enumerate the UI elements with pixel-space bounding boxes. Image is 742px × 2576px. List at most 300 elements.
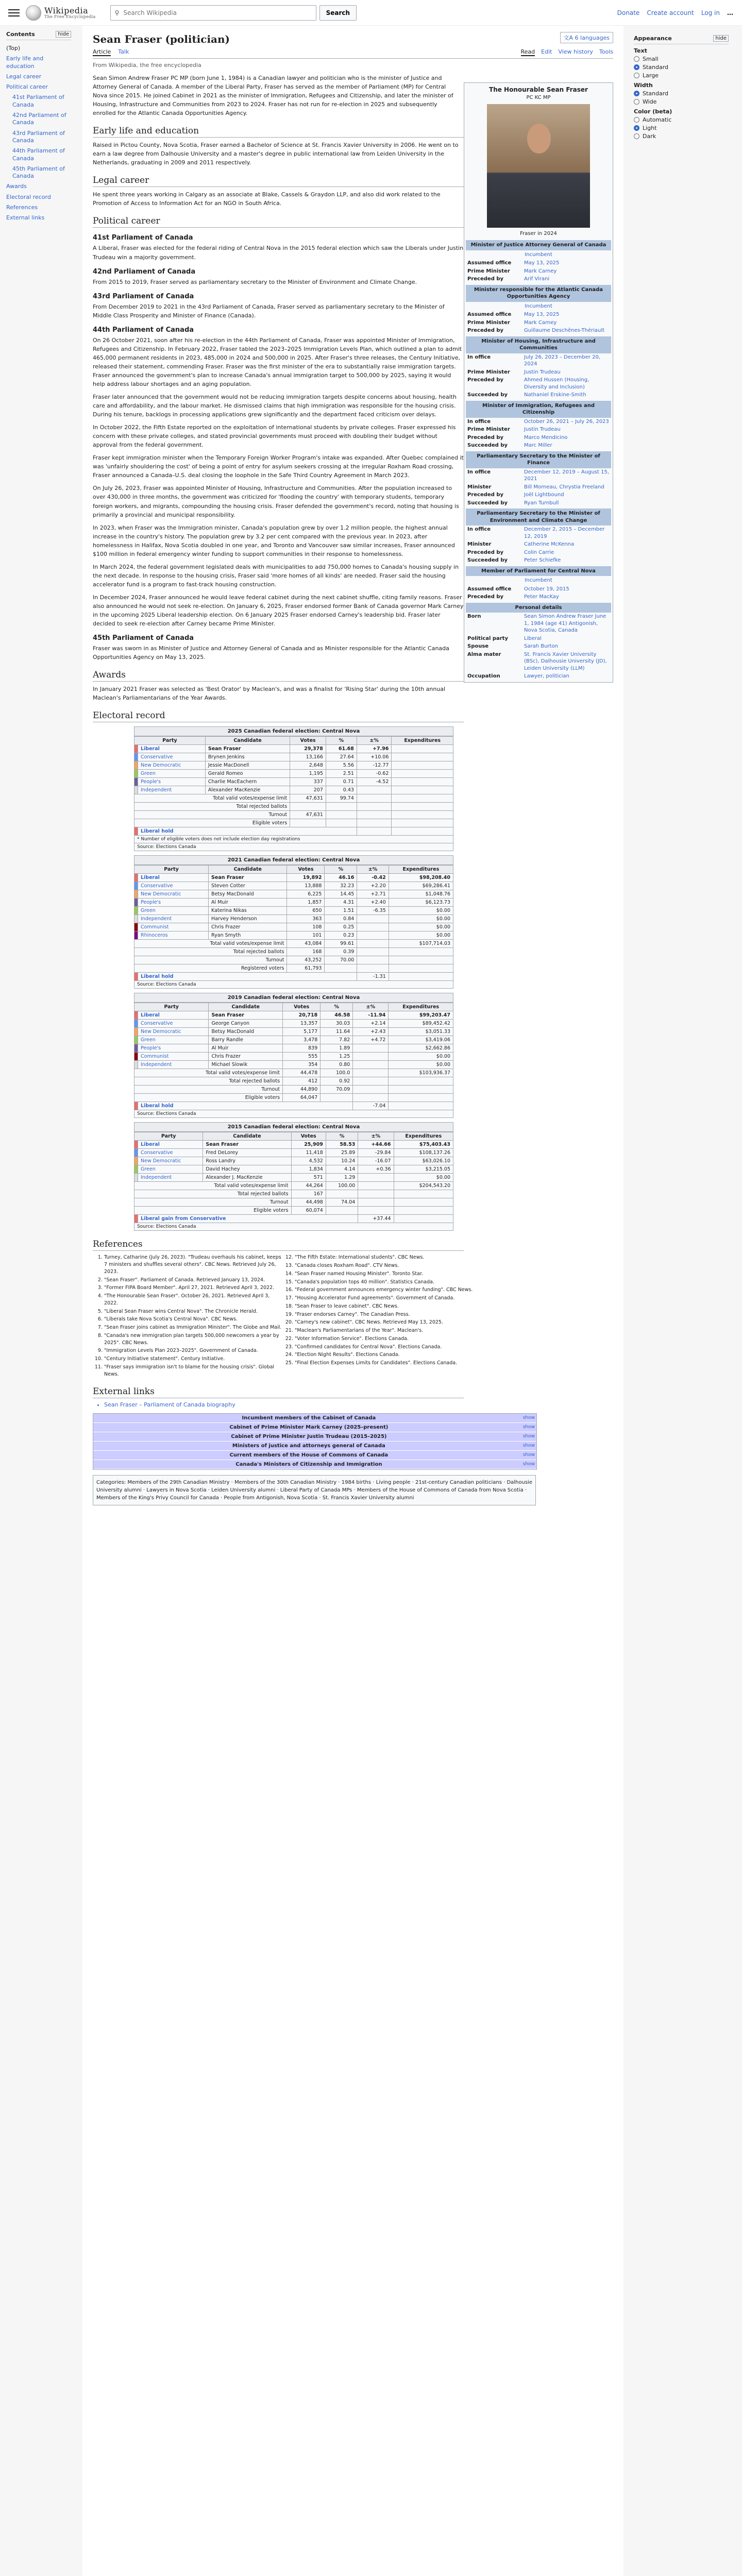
navbox-show-toggle[interactable]: show — [522, 1415, 535, 1420]
totals-votes: 47,631 — [290, 811, 326, 819]
navbox-show-toggle[interactable]: show — [522, 1433, 535, 1439]
totals-label: Total valid votes/expense limit — [134, 940, 287, 948]
totals-votes: 44,478 — [283, 1069, 321, 1077]
appearance-option-large[interactable] — [634, 72, 729, 79]
navbox-row[interactable] — [93, 1414, 536, 1423]
party-cell[interactable]: Conservative — [138, 1020, 209, 1028]
table-note: * Number of eligible voters does not include election day registrations — [134, 836, 453, 843]
infobox-value[interactable]: October 19, 2015 — [524, 586, 569, 592]
infobox-value[interactable]: Lawyer, politician — [524, 673, 569, 679]
toc-item-43rd-parliament-of-canada[interactable]: 43rd Parliament of Canada — [12, 129, 65, 144]
table-row — [134, 1061, 453, 1069]
table-row — [134, 931, 453, 940]
column-header: Candidate — [203, 1132, 291, 1141]
toc-item-references[interactable]: References — [6, 204, 38, 211]
top-link-create-account[interactable]: Create account — [647, 9, 694, 16]
infobox-key: Spouse — [467, 643, 489, 649]
navbox-show-toggle[interactable]: show — [522, 1452, 535, 1458]
expenditure-cell: $0.00 — [389, 915, 453, 923]
party-cell[interactable]: New Democratic — [138, 761, 206, 770]
note-row — [134, 836, 453, 843]
tab-talk[interactable]: Talk — [118, 48, 129, 55]
appearance-option-automatic[interactable] — [634, 116, 729, 123]
percent-cell: 32.23 — [325, 882, 357, 890]
party-cell[interactable]: Communist — [138, 923, 209, 931]
infobox-value[interactable]: July 26, 2023 – December 20, 2024 — [524, 354, 600, 367]
infobox-key: Prime Minister — [467, 369, 510, 375]
infobox-value[interactable]: Bill Morneau, Chrystia Freeland — [524, 484, 604, 490]
totals-percent: 0.92 — [321, 1077, 353, 1086]
party-cell[interactable]: Rhinoceros — [138, 931, 209, 940]
infobox-key: Political party — [467, 635, 508, 641]
infobox-key: Assumed office — [467, 260, 512, 266]
main-menu-icon[interactable] — [8, 9, 20, 16]
reference-item: 24. "Election Night Results". Elections Canada. — [295, 1351, 475, 1359]
column-header: Expenditures — [389, 1003, 453, 1011]
column-header: % — [326, 737, 357, 745]
expenditure-cell: $75,403.43 — [394, 1141, 453, 1149]
search-input[interactable] — [122, 9, 311, 17]
infobox-row — [466, 275, 611, 283]
radio-button[interactable] — [634, 64, 639, 70]
infobox-value[interactable]: December 12, 2019 – August 15, 2021 — [524, 469, 609, 482]
totals-votes: 43,252 — [287, 956, 325, 964]
infobox-row — [466, 635, 611, 643]
totals-label: Turnout — [134, 811, 290, 819]
change-cell: -29.84 — [358, 1149, 394, 1157]
totals-label: Turnout — [134, 1198, 292, 1207]
candidate-cell: Fred DeLorey — [203, 1149, 291, 1157]
expenditure-cell — [392, 778, 453, 786]
tab-view-history[interactable]: View history — [558, 48, 593, 55]
reference-item: 20. "Carney's new cabinet". CBC News. Retrieved May 13, 2025. — [295, 1319, 475, 1326]
result-label[interactable]: Liberal hold — [138, 827, 357, 836]
votes-cell: 19,892 — [287, 874, 325, 882]
table-row — [134, 745, 453, 753]
site-wordmark: Wikipedia The Free Encyclopedia — [44, 5, 96, 19]
party-cell[interactable]: Independent — [138, 915, 209, 923]
infobox-value[interactable]: Ahmed Hussen (Housing, Diversity and Inclusion) — [524, 377, 589, 390]
election-caption: 2021 Canadian federal election: Central Nova — [134, 855, 453, 865]
navbox-row[interactable] — [93, 1432, 536, 1442]
table-row — [134, 770, 453, 778]
infobox-row — [466, 613, 611, 635]
percent-cell: 0.84 — [325, 915, 357, 923]
reference-item: 19. "Fraser endorses Carney". The Canadian Press. — [295, 1311, 475, 1318]
reference-item: 25. "Final Election Expenses Limits for Candidates". Elections Canada. — [295, 1360, 475, 1367]
candidate-cell: Sean Fraser — [209, 874, 287, 882]
infobox-value[interactable]: Nathaniel Erskine-Smith — [524, 392, 586, 398]
infobox-row — [466, 267, 611, 276]
totals-row — [134, 1190, 453, 1198]
navbox-show-toggle[interactable]: show — [522, 1443, 535, 1448]
portrait-image[interactable] — [487, 104, 590, 228]
paragraph: Fraser was sworn in as Minister of Justice and Attorney General of Canada and as Minister responsible for the Atlantic Canada Opportunities Agency on May 13, 2025. — [93, 645, 449, 661]
infobox-row — [466, 468, 611, 483]
infobox-value[interactable]: Peter Schiefke — [524, 557, 561, 563]
party-cell[interactable]: Independent — [138, 786, 206, 794]
change-cell — [357, 931, 389, 940]
result-blank — [389, 1102, 453, 1110]
totals-label: Eligible voters — [134, 1207, 292, 1215]
radio-button[interactable] — [634, 133, 639, 139]
expenditure-cell: $0.00 — [394, 1174, 453, 1182]
navbox-row[interactable] — [93, 1460, 536, 1469]
votes-cell: 650 — [287, 907, 325, 915]
party-cell[interactable]: Conservative — [138, 1149, 203, 1157]
table-of-contents — [0, 26, 77, 229]
section-references: References — [93, 1239, 464, 1251]
column-header: ±% — [357, 737, 392, 745]
party-cell[interactable]: Liberal — [138, 745, 206, 753]
change-cell: +2.40 — [357, 899, 389, 907]
table-row — [134, 1053, 453, 1061]
election-table — [134, 993, 453, 1118]
party-cell[interactable]: Independent — [138, 1061, 209, 1069]
candidate-cell: Brynen Jenkins — [205, 753, 290, 761]
appearance-group-label: Text — [634, 47, 647, 54]
party-cell[interactable]: Independent — [138, 1174, 203, 1182]
reference-item: 13. "Canada closes Roxham Road". CTV News. — [295, 1262, 475, 1269]
infobox-value[interactable]: Liberal — [524, 635, 542, 641]
infobox-value[interactable]: Sarah Burton — [524, 643, 558, 649]
infobox-value[interactable]: St. Francis Xavier University (BSc), Dalhousie University (JD), Leiden University (LLM) — [524, 651, 607, 671]
candidate-cell: Betsy MacDonald — [209, 890, 287, 899]
infobox-row — [466, 491, 611, 499]
percent-cell: 61.68 — [326, 745, 357, 753]
radio-button[interactable] — [634, 99, 639, 105]
reference-item: 16. "Federal government announces emergency winter funding". CBC News. — [295, 1286, 475, 1294]
totals-row — [134, 1069, 453, 1077]
totals-blank — [357, 948, 389, 956]
top-link-donate[interactable]: Donate — [617, 9, 640, 16]
infobox-key: Occupation — [467, 673, 500, 679]
result-swing: -7.04 — [353, 1102, 389, 1110]
votes-cell: 6,225 — [287, 890, 325, 899]
votes-cell: 13,357 — [283, 1020, 321, 1028]
result-color-swatch — [134, 827, 138, 836]
infobox-key: Minister — [467, 541, 492, 547]
more-options-icon[interactable]: … — [727, 9, 734, 16]
article-content — [82, 26, 623, 2576]
navboxes — [93, 1413, 537, 1470]
totals-row — [134, 819, 453, 827]
party-cell[interactable]: New Democratic — [138, 1157, 203, 1165]
totals-expenditure — [389, 948, 453, 956]
infobox-value[interactable]: Justin Trudeau — [524, 369, 561, 375]
toc-item-early-life-and-education[interactable]: Early life and education — [6, 55, 44, 70]
column-header: Expenditures — [389, 866, 453, 874]
infobox-value[interactable]: Joël Lightbound — [524, 492, 564, 498]
infobox-value[interactable]: Justin Trudeau — [524, 427, 561, 432]
party-color-swatch — [134, 770, 138, 778]
infobox-row — [466, 549, 611, 557]
toc-item-external-links[interactable]: External links — [6, 214, 45, 222]
percent-cell: 0.25 — [325, 923, 357, 931]
subsection-43rd-parliament-of-canada: 43rd Parliament of Canada — [93, 292, 194, 300]
infobox-key: Alma mater — [467, 651, 501, 657]
table-row — [134, 1044, 453, 1053]
party-cell[interactable]: Green — [138, 1165, 203, 1174]
site-logo[interactable] — [26, 5, 96, 21]
infobox-row — [466, 391, 611, 399]
navbox-row[interactable] — [93, 1451, 536, 1460]
expenditure-cell — [392, 786, 453, 794]
infobox-value[interactable]: Marco Mendicino — [524, 434, 568, 440]
reference-list — [93, 1254, 475, 1378]
party-color-swatch — [134, 907, 138, 915]
percent-cell: 5.56 — [326, 761, 357, 770]
party-cell[interactable]: People's — [138, 899, 209, 907]
column-header: ±% — [358, 1132, 394, 1141]
table-row — [134, 1011, 453, 1020]
table-row — [134, 1157, 453, 1165]
toc-item-electoral-record[interactable]: Electoral record — [6, 193, 51, 200]
infobox-value[interactable]: December 2, 2015 – December 12, 2019 — [524, 527, 605, 539]
reference-item: 22. "Voter Information Service". Elections Canada. — [295, 1335, 475, 1343]
lead-paragraph: Sean Simon Andrew Fraser PC MP (born June 1, 1984) is a Canadian lawyer and politician who is the minister of Justice and Attorney General of Canada. A member of the Liberal Party, Fraser has served as the member of Parliament (MP) for Central Nova since 2015. He joined Cabinet in 2021 as the minister of Immigration, Refugees and Citizenship, and later the minister of Housing, Infrastructure and Communities from 2023 to 2024. Fraser has not run for re-election in 2025 and subsequently enrolled for the Atlantic Canada Opportunities Agency. — [93, 75, 453, 117]
toc-header: Contents hide — [6, 31, 71, 40]
change-cell: -4.52 — [357, 778, 392, 786]
table-header-row — [134, 737, 453, 745]
infobox-row — [466, 540, 611, 549]
paragraph: Raised in Pictou County, Nova Scotia, Fraser earned a Bachelor of Science at St. Francis Xavier University in 2006. He went on to earn a law degree from Dalhousie University and a master's degree in public international law from Leiden University in the Netherlands, graduating in 2009 and 2011 respectively. — [93, 142, 459, 166]
infobox-value[interactable]: Arif Virani — [524, 276, 550, 282]
party-cell[interactable]: Green — [138, 770, 206, 778]
radio-button[interactable] — [634, 117, 639, 123]
expenditure-cell: $1,048.76 — [389, 890, 453, 899]
expenditure-cell: $0.00 — [389, 923, 453, 931]
source-row — [134, 1110, 453, 1118]
infobox-value[interactable]: Sean Simon Andrew Fraser June 1, 1984 (age 41) Antigonish, Nova Scotia, Canada — [524, 614, 606, 633]
infobox-row — [466, 499, 611, 507]
infobox-value[interactable]: Peter MacKay — [524, 594, 559, 600]
infobox-heading: Minister of Housing, Infrastructure and Communities — [466, 336, 611, 353]
section-awards: Awards — [93, 670, 464, 682]
table-source: Source: Elections Canada — [134, 843, 453, 851]
search-box[interactable] — [110, 5, 316, 21]
party-cell[interactable]: Green — [138, 907, 209, 915]
toc-item-44th-parliament-of-canada[interactable]: 44th Parliament of Canada — [12, 147, 65, 162]
party-cell[interactable]: Communist — [138, 1053, 209, 1061]
change-cell: -12.77 — [357, 761, 392, 770]
paragraph: A Liberal, Fraser was elected for the federal riding of Central Nova in the 2015 federal election which saw the Liberals under Justin Trudeau win a majority government. — [93, 245, 464, 261]
infobox-value[interactable]: Catherine McKenna — [524, 541, 575, 547]
totals-percent: 70.00 — [325, 956, 357, 964]
percent-cell: 46.16 — [325, 874, 357, 882]
party-cell[interactable]: Liberal — [138, 1011, 209, 1020]
expenditure-cell: $89,452.42 — [389, 1020, 453, 1028]
appearance-hide-button[interactable]: hide — [713, 35, 729, 42]
percent-cell: 11.64 — [321, 1028, 353, 1036]
votes-cell: 11,418 — [291, 1149, 326, 1157]
search-button[interactable]: Search — [319, 5, 357, 21]
toc-item-41st-parliament-of-canada[interactable]: 41st Parliament of Canada — [12, 94, 64, 108]
totals-percent: 99.74 — [326, 794, 357, 803]
reference-item: 14. "Sean Fraser named Housing Minister". Toronto Star. — [295, 1270, 475, 1278]
column-header: ±% — [357, 866, 389, 874]
result-label[interactable]: Liberal hold — [138, 1102, 353, 1110]
navbox-row[interactable] — [93, 1423, 536, 1432]
infobox-value[interactable]: May 13, 2025 — [524, 312, 560, 317]
page-title: Sean Fraser (politician) — [93, 33, 230, 45]
party-cell[interactable]: Conservative — [138, 882, 209, 890]
column-header: Candidate — [209, 1003, 283, 1011]
totals-votes: 44,890 — [283, 1086, 321, 1094]
navbox-row[interactable] — [93, 1442, 536, 1451]
election-table — [134, 855, 453, 989]
toc-item-political-career[interactable]: Political career — [6, 83, 48, 91]
infobox-value[interactable]: Mark Carney — [524, 319, 557, 326]
section-political-career: Political career — [93, 216, 464, 228]
totals-votes: 44,264 — [291, 1182, 326, 1190]
infobox-value[interactable]: Mark Carney — [524, 268, 557, 274]
expenditure-cell: $2,662.86 — [389, 1044, 453, 1053]
totals-blank — [357, 940, 389, 948]
language-icon: 文A — [563, 35, 575, 41]
votes-cell: 25,909 — [291, 1141, 326, 1149]
votes-cell: 4,532 — [291, 1157, 326, 1165]
toc-item-legal-career[interactable]: Legal career — [6, 73, 42, 80]
paragraph: In January 2021 Fraser was selected as 'Best Orator' by Maclean's, and was a finalist for 'Rising Star' during the 10th annual Maclean's Parliamentarians of the Year Awards. — [93, 686, 446, 702]
party-cell[interactable]: Green — [138, 1036, 209, 1044]
top-link-log-in[interactable]: Log in — [701, 9, 720, 16]
party-color-swatch — [134, 1165, 138, 1174]
totals-row — [134, 794, 453, 803]
party-cell[interactable]: People's — [138, 1044, 209, 1053]
party-cell[interactable]: Liberal — [138, 874, 209, 882]
categories: Categories: Members of the 29th Canadian Ministry · Members of the 30th Canadian Ministry · 1984 births · Living people · 21st-century Canadian politicians · Dalhousie University alumni · Lawyers in Nova Scotia · Leiden University alumni · Liberal Party of Canada MPs · Members of the House of Commons of Canada from Nova Scotia · Members of the King's Privy Council for Canada · People from Antigonish, Nova Scotia · St. Francis Xavier University alumni — [93, 1475, 536, 1505]
radio-button[interactable] — [634, 73, 639, 78]
expenditure-cell: $3,215.05 — [394, 1165, 453, 1174]
result-label[interactable]: Liberal gain from Conservative — [138, 1215, 358, 1223]
toc-item-awards[interactable]: Awards — [6, 183, 27, 190]
totals-votes — [290, 819, 326, 827]
infobox-key: Preceded by — [467, 492, 504, 498]
appearance-option-standard[interactable] — [634, 90, 729, 97]
tab-tools[interactable]: Tools — [599, 48, 613, 55]
infobox-caption: Fraser in 2024 — [520, 231, 557, 236]
table-header-row — [134, 1132, 453, 1141]
table-row — [134, 1141, 453, 1149]
candidate-cell: David Hachey — [203, 1165, 291, 1174]
party-cell[interactable]: People's — [138, 778, 206, 786]
table-source: Source: Elections Canada — [134, 1223, 453, 1231]
infobox-value[interactable]: October 26, 2021 – July 26, 2023 — [524, 418, 609, 425]
expenditure-cell: $0.00 — [389, 931, 453, 940]
totals-blank — [357, 819, 392, 827]
change-cell: +0.36 — [358, 1165, 394, 1174]
totals-blank — [353, 1069, 389, 1077]
percent-cell: 0.71 — [326, 778, 357, 786]
totals-percent: 100.0 — [321, 1069, 353, 1077]
table-row — [134, 761, 453, 770]
radio-button[interactable] — [634, 56, 639, 62]
infobox-key: Minister — [467, 484, 492, 490]
totals-row — [134, 1198, 453, 1207]
party-color-swatch — [134, 1061, 138, 1069]
infobox-row — [466, 368, 611, 377]
tab-edit[interactable]: Edit — [541, 48, 552, 55]
party-color-swatch — [134, 1149, 138, 1157]
wikipedia-globe-icon — [26, 5, 41, 21]
percent-cell: 4.31 — [325, 899, 357, 907]
expenditure-cell: $69,286.41 — [389, 882, 453, 890]
party-cell[interactable]: Liberal — [138, 1141, 203, 1149]
totals-label: Turnout — [134, 956, 287, 964]
totals-percent — [326, 1190, 358, 1198]
party-color-swatch — [134, 890, 138, 899]
expenditure-cell — [392, 770, 453, 778]
reference-item: 10. "Century Initiative statement". Century Initiative. — [104, 1355, 284, 1363]
subsection-42nd-parliament-of-canada: 42nd Parliament of Canada — [93, 267, 196, 276]
radio-button[interactable] — [634, 91, 639, 96]
party-color-swatch — [134, 923, 138, 931]
percent-cell: 1.51 — [325, 907, 357, 915]
tab-read[interactable]: Read — [520, 48, 535, 55]
language-button[interactable]: 文A 6 languages — [560, 32, 613, 43]
infobox-key: Assumed office — [467, 312, 512, 317]
table-row — [134, 923, 453, 931]
party-color-swatch — [134, 1044, 138, 1053]
party-cell[interactable]: New Democratic — [138, 1028, 209, 1036]
toc-item-top[interactable]: (Top) — [6, 45, 21, 52]
result-label[interactable]: Liberal hold — [138, 973, 357, 981]
party-color-swatch — [134, 1028, 138, 1036]
infobox-key: Succeeded by — [467, 500, 508, 506]
appearance-option-small[interactable] — [634, 56, 729, 62]
infobox-value[interactable]: Guillaume Deschênes-Thériault — [524, 328, 605, 333]
result-row — [134, 1215, 453, 1223]
toc-item-45th-parliament-of-canada[interactable]: 45th Parliament of Canada — [12, 165, 65, 180]
infobox-key: Preceded by — [467, 377, 504, 383]
totals-row — [134, 1086, 453, 1094]
party-cell[interactable]: New Democratic — [138, 890, 209, 899]
navbox-show-toggle[interactable]: show — [522, 1461, 535, 1467]
appearance-option-wide[interactable] — [634, 98, 729, 105]
navbox-title: Ministers of justice and attorneys general of Canada — [232, 1443, 385, 1449]
infobox-value[interactable]: Colin Carrie — [524, 549, 554, 555]
infobox-value[interactable]: Ryan Turnbull — [524, 500, 559, 506]
infobox-key: Preceded by — [467, 549, 504, 555]
paragraph: On 26 October 2021, soon after his re-election in the 44th Parliament of Canada, Fraser was appointed Minister of Immigration, Refugees and Citizenship. In February 2022, Fraser tabled the 2023–2025 Immigration Levels Plan, which outlined a plan to admit 465,000 permanent residents in 2023, 485,000 in 2024 and 500,000 in 2025. After Fraser's three releases, the Century Initiative, released their statement, commending Fraser. Fraser was the first minister of the era to substantially raise immigration targets. Fraser announced the government's plan to increase Canada's annual immigration target to 500,000 by 2025, saying it would help address labour shortages and an aging population. — [93, 336, 462, 387]
appearance-option-light[interactable] — [634, 125, 729, 131]
column-header: Candidate — [209, 866, 287, 874]
candidate-cell: Steven Cotter — [209, 882, 287, 890]
navbox-show-toggle[interactable]: show — [522, 1424, 535, 1430]
change-cell: +44.66 — [358, 1141, 394, 1149]
party-color-swatch — [134, 1036, 138, 1044]
appearance-option-standard[interactable] — [634, 64, 729, 71]
infobox-row — [466, 434, 611, 442]
party-cell[interactable]: Conservative — [138, 753, 206, 761]
paragraph: In October 2022, the Fifth Estate reported on the exploitation of international students by private colleges. Fraser expressed his concern with these private colleges, and stated provincial governments must proceed with doubling their budget without approval from the federal government. — [93, 424, 456, 449]
radio-button[interactable] — [634, 125, 639, 131]
paragraph: From 2015 to 2019, Fraser served as parliamentary secretary to the Minister of Environment and Climate Change. — [93, 278, 417, 285]
infobox-value[interactable]: Marc Miller — [524, 443, 552, 448]
tab-article[interactable]: Article — [93, 48, 111, 55]
infobox-value[interactable]: May 13, 2025 — [524, 260, 560, 266]
infobox-heading: Minister of Immigration, Refugees and Citizenship — [466, 401, 611, 418]
toc-item-42nd-parliament-of-canada[interactable]: 42nd Parliament of Canada — [12, 112, 66, 126]
result-row — [134, 973, 453, 981]
infobox-row — [466, 651, 611, 673]
toc-hide-button[interactable]: hide — [56, 31, 71, 38]
appearance-option-dark[interactable] — [634, 133, 729, 140]
infobox-heading: Minister of Justice Attorney General of Canada — [466, 240, 611, 250]
infobox-key: Preceded by — [467, 434, 504, 440]
external-link[interactable]: • Sean Fraser – Parliament of Canada biography — [104, 1401, 613, 1408]
